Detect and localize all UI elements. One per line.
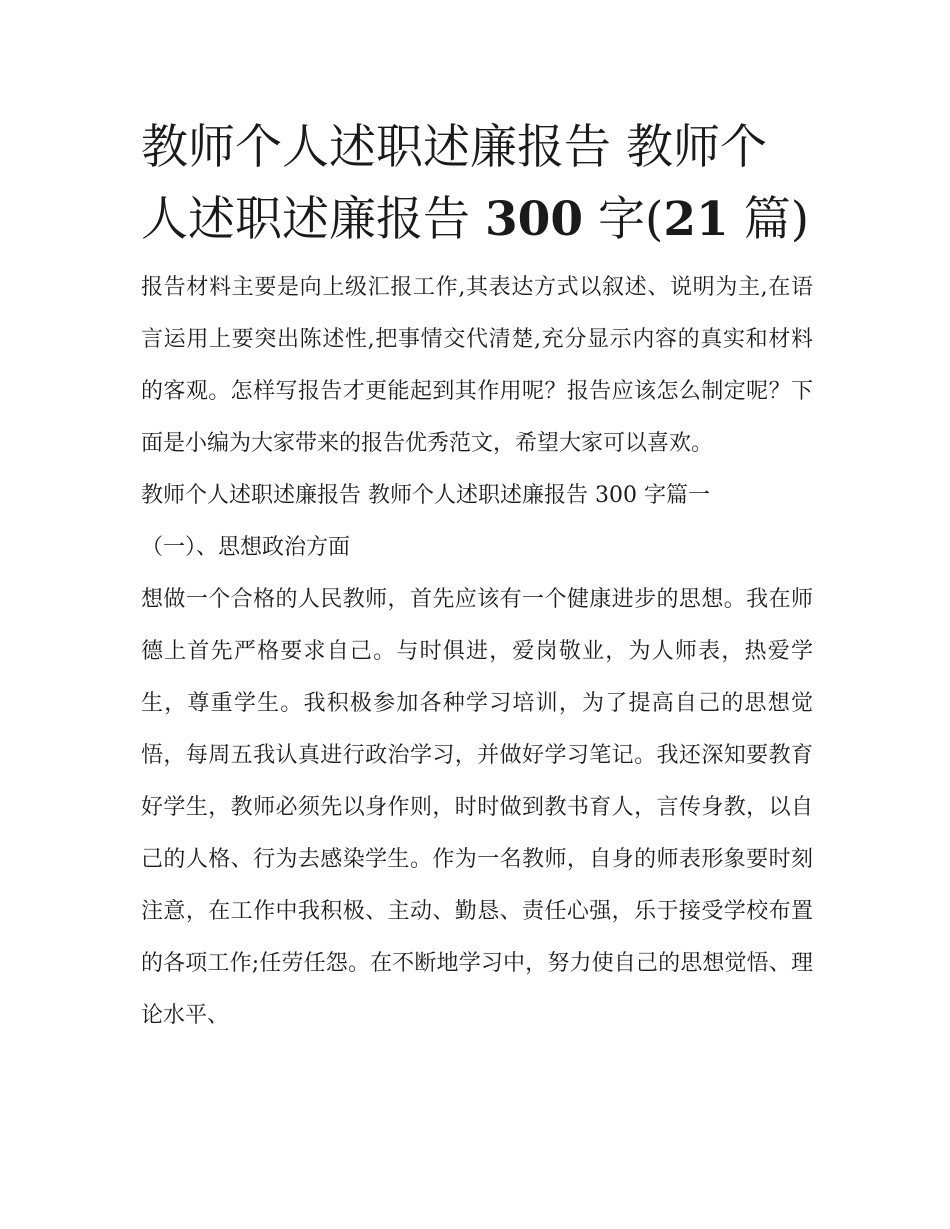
body-paragraph: 想做一个合格的人民教师，首先应该有一个健康进步的思想。我在师德上首先严格要求自己。与时俱进，爱岗敬业，为人师表，热爱学生，尊重学生。我积极参加各种学习培训，为了提高自己的思想觉悟，每周五我认真进行政治学习，并做好学习笔记。我还深知要教育好学生，教师必须先以身作则，时时做到教书育人，言传身教，以自己的人格、行为去感染学生。作为一名教师，自身的师表形象要时刻注意，在工作中我积极、主动、勤恳、责任心强，乐于接受学校布置的各项工作;任劳任怨。在不断地学习中，努力使自己的思想觉悟、理论水平、: [141, 587, 813, 1028]
title-count: 21: [663, 192, 729, 247]
section-heading: 教师个人述职述廉报告 教师个人述职述廉报告 300 字篇一: [141, 483, 710, 508]
title-number: 300: [484, 192, 584, 247]
title-text-part3: 篇): [743, 192, 810, 247]
title-text-part2: 字(: [598, 192, 664, 247]
document-content: [141, 112, 813, 1042]
document-title: [141, 112, 813, 256]
subheading: （一）、思想政治方面: [141, 535, 351, 560]
intro-paragraph: 报告材料主要是向上级汇报工作,其表达方式以叙述、说明为主,在语言运用上要突出陈述性,把事情交代清楚,充分显示内容的真实和材料的客观。怎样写报告才更能起到其作用呢？报告应该怎么制定呢？下面是小编为大家带来的报告优秀范文，希望大家可以喜欢。: [141, 275, 813, 456]
title-text-part1: 教师个人述职述廉报告 教师个人述职述廉报告: [141, 120, 767, 247]
